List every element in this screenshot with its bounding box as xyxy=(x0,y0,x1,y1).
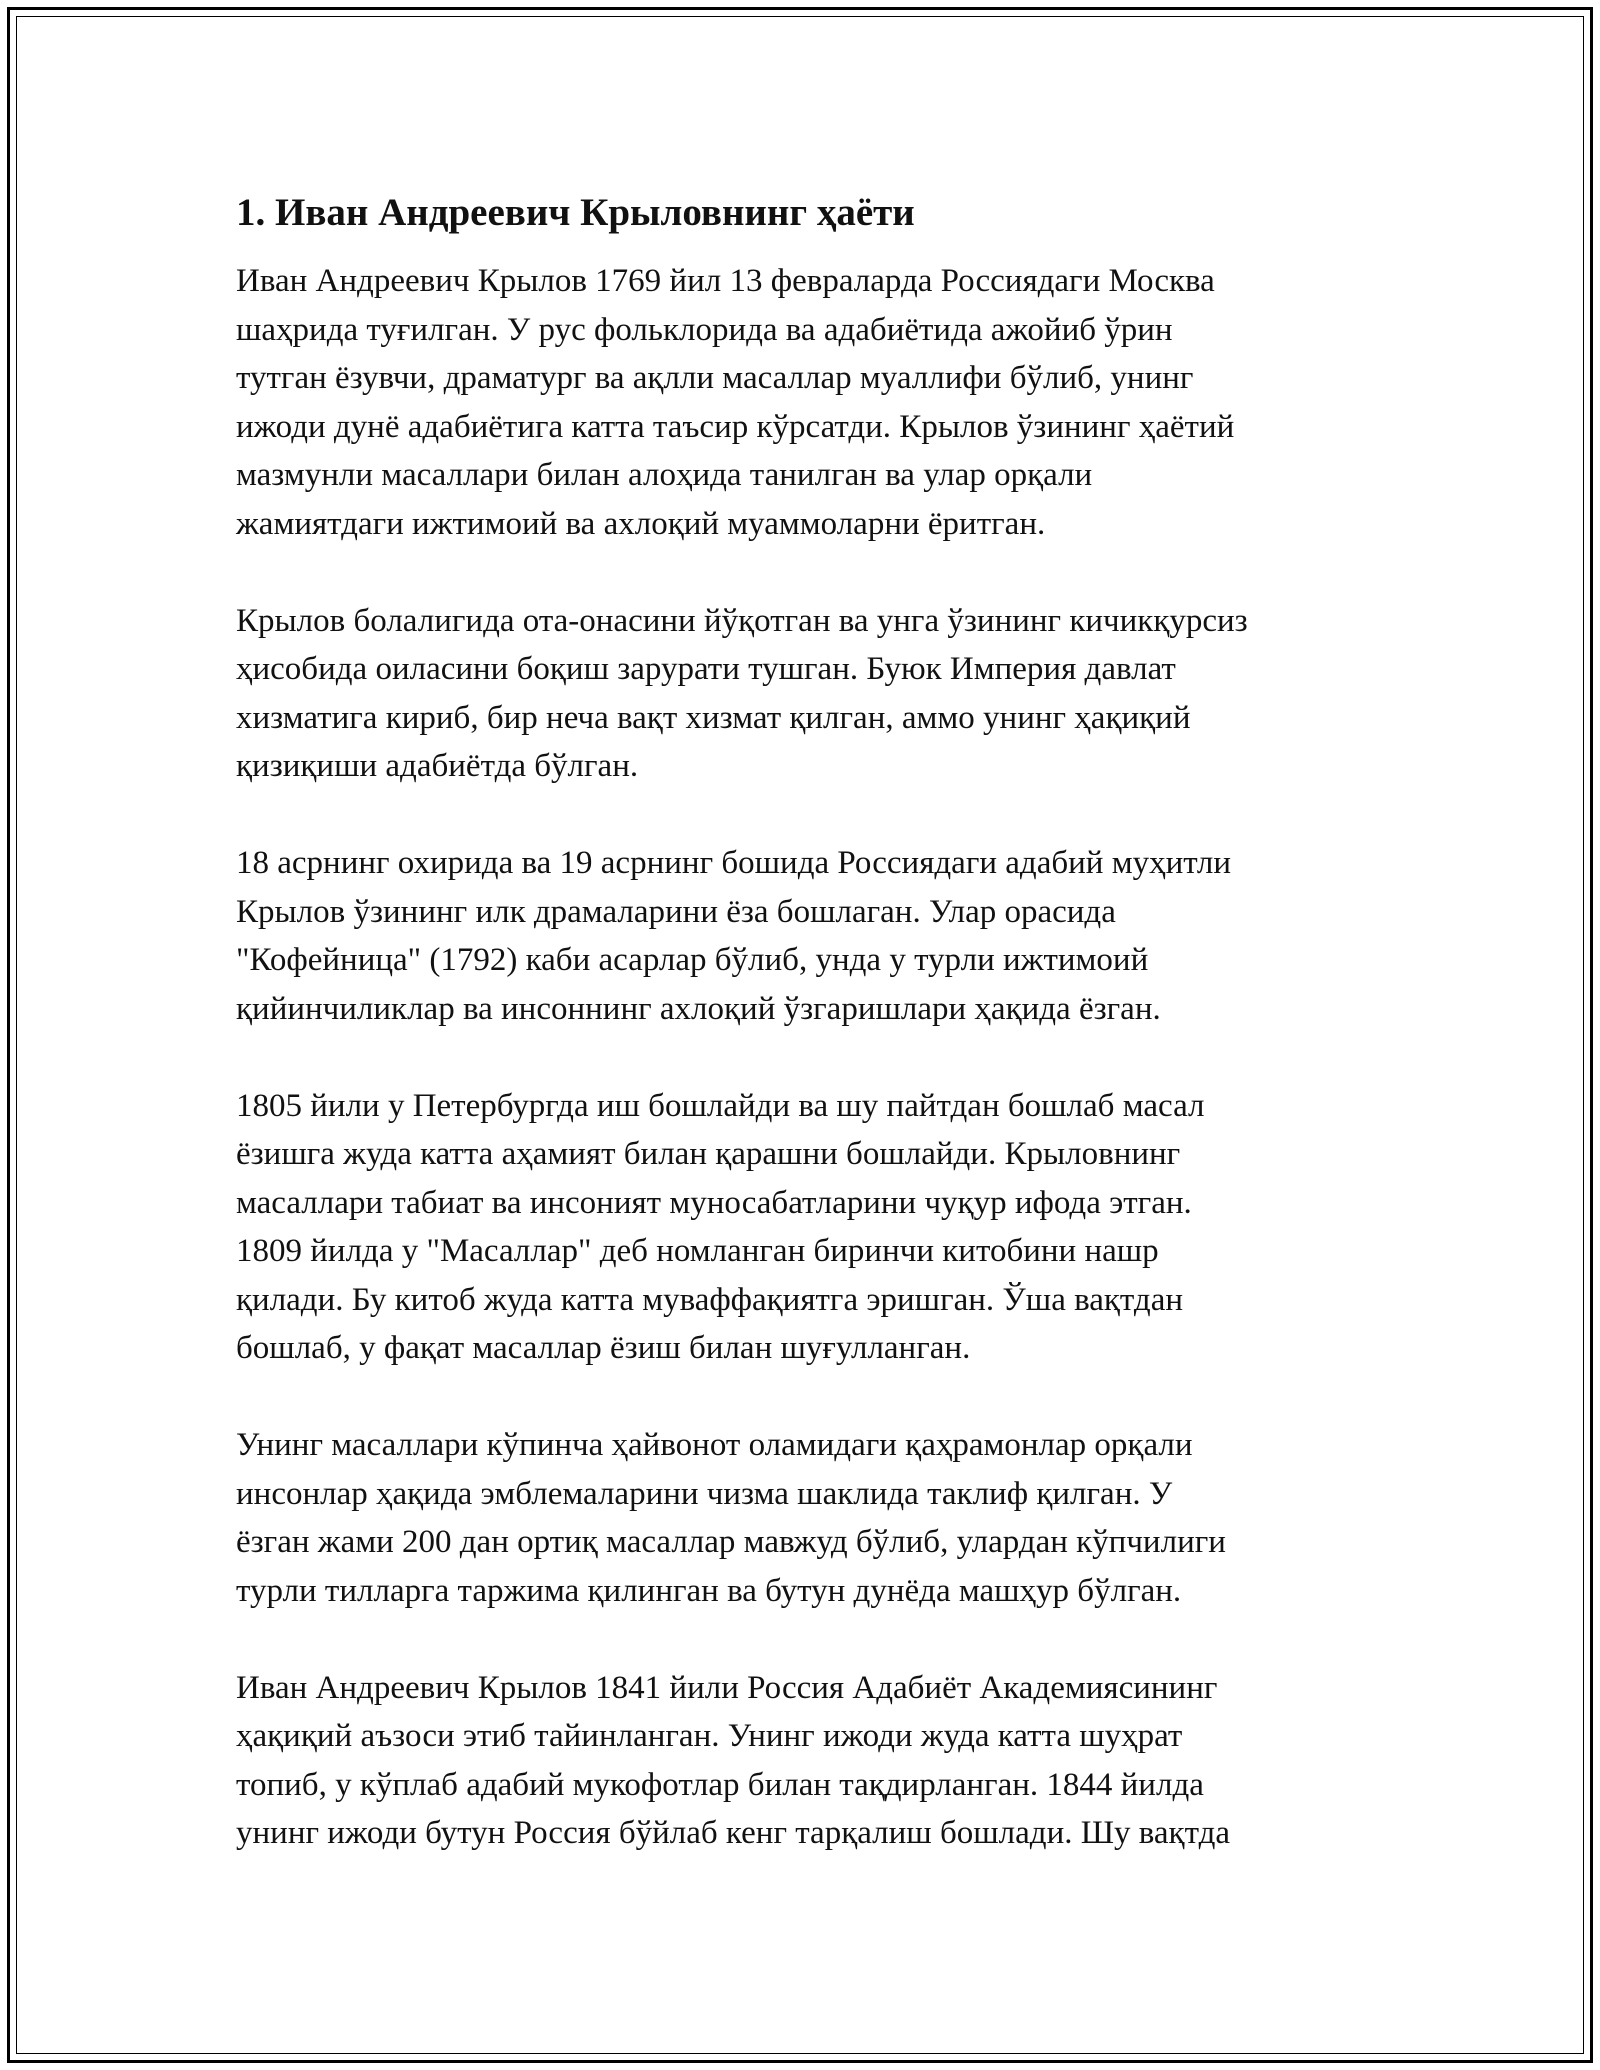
document-body xyxy=(236,185,1376,1906)
paragraph-5: Унинг масаллари кўпинча ҳайвонот оламидаги қаҳрамонлар орқали инсонлар ҳақида эмблемаларини чизма шаклида таклиф қилган. У ёзган жами 200 дан ортиқ масаллар мавжуд бўлиб, улардан кўпчилиги турли тилларга таржима қилинган ва бутун дунёда машҳур бўлган. xyxy=(236,1427,1226,1609)
paragraph-6: Иван Андреевич Крылов 1841 йили Россия Адабиёт Академиясининг ҳақиқий аъзоси этиб тайинланган. Унинг ижоди жуда катта шуҳрат топиб, у кўплаб адабий мукофотлар билан тақдирланган. 1844 йилда унинг ижоди бутун Россия бўйлаб кенг тарқалиш бошлади. Шу вақтда xyxy=(236,1669,1231,1851)
paragraph-2: Крылов болалигида ота-онасини йўқотган ва унга ўзининг кичикқурсиз ҳисобида оиласини боқиш зарурати тушган. Буюк Империя давлат хизматига кириб, бир неча вақт хизмат қилган, аммо унинг ҳақиқий қизиқиши адабиётда бўлган. xyxy=(236,602,1248,784)
section-heading: 1. Иван Андреевич Крыловнинг ҳаёти xyxy=(236,191,915,234)
paragraph-1: Иван Андреевич Крылов 1769 йил 13 февраларда Россиядаги Москва шаҳрида туғилган. У рус фольклорида ва адабиётида ажойиб ўрин тутган ёзувчи, драматург ва ақлли масаллар муаллифи бўлиб, унинг ижоди дунё адабиётига катта таъсир кўрсатди. Крылов ўзининг ҳаётий мазмунли масаллари билан алоҳида танилган ва улар орқали жамиятдаги ижтимоий ва ахлоқий муаммоларни ёритган. xyxy=(236,263,1235,542)
paragraph-4: 1805 йили у Петербургда иш бошлайди ва шу пайтдан бошлаб масал ёзишга жуда катта аҳамият билан қарашни бошлайди. Крыловнинг масаллари табиат ва инсоният муносабатларини чуқур ифода этган. 1809 йилда у "Масаллар" деб номланган биринчи китобини нашр қилади. Бу китоб жуда катта муваффақиятга эришган. Ўша вақтдан бошлаб, у фақат масаллар ёзиш билан шуғулланган. xyxy=(236,1087,1205,1366)
paragraph-3: 18 асрнинг охирида ва 19 асрнинг бошида Россиядаги адабий муҳитли Крылов ўзининг илк драмаларини ёза бошлаган. Улар орасида "Кофейница" (1792) каби асарлар бўлиб, унда у турли ижтимоий қийинчиликлар ва инсоннинг ахлоқий ўзгаришлари ҳақида ёзган. xyxy=(236,845,1231,1027)
